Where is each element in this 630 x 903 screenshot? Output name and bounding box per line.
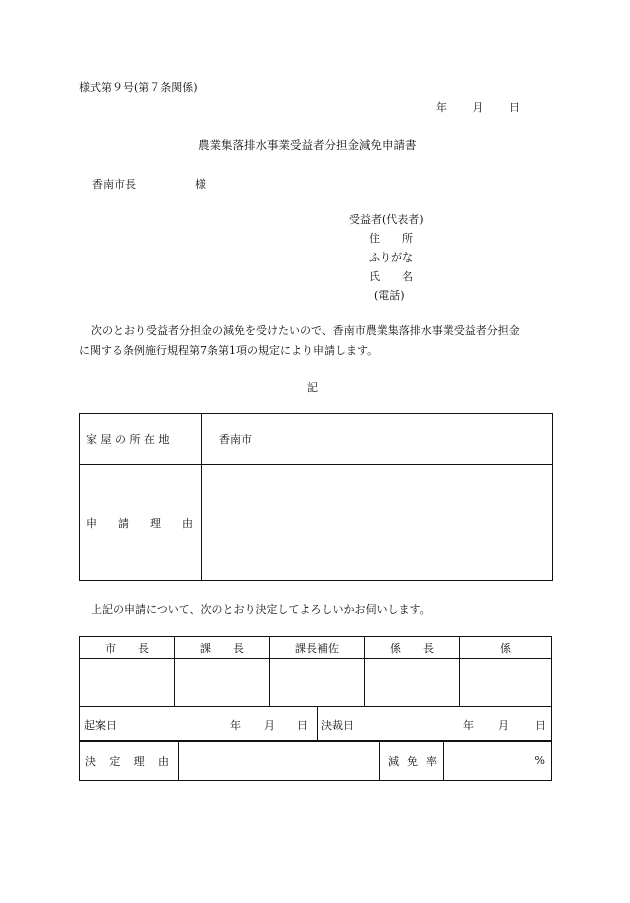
approval-table <box>79 636 552 707</box>
draft-year: 年 <box>230 719 241 732</box>
location-value: 香南市 <box>202 414 553 465</box>
reason-label-cell <box>80 465 202 581</box>
header-section-chief: 課 長 <box>175 637 270 659</box>
rate-label-char: 免 <box>407 754 418 768</box>
decision-reason-label-cell <box>80 741 179 781</box>
seal-cell-mayor[interactable] <box>80 659 175 707</box>
reason-value-field[interactable] <box>202 465 553 581</box>
reason-label-char: 理 <box>150 516 161 530</box>
approval-header-row <box>80 637 552 659</box>
date-year-label: 年 <box>436 101 447 114</box>
location-label: 家 屋 の 所 在 地 <box>80 414 202 465</box>
date-day-label: 日 <box>509 101 520 114</box>
addressee-honorific: 様 <box>195 178 206 191</box>
form-number: 様式第９号(第７条関係) <box>79 81 198 94</box>
decision-row <box>80 741 552 781</box>
decision-reason-label <box>85 753 169 769</box>
reason-label-char: 請 <box>118 516 129 530</box>
rate-label-cell <box>380 741 444 781</box>
approval-request-text: 上記の申請について、次のとおり決定してよろしいかお伺いします。 <box>91 603 431 616</box>
seal-cell-subsection-chief[interactable] <box>365 659 460 707</box>
body-line-1: 次のとおり受益者分担金の減免を受けたいので、香南市農業集落排水事業受益者分担金 <box>91 324 520 337</box>
dates-table <box>79 706 552 742</box>
header-mayor: 市 長 <box>80 637 175 659</box>
rate-label <box>388 753 437 769</box>
seal-cell-section-chief[interactable] <box>175 659 270 707</box>
seal-cell-deputy-chief[interactable] <box>270 659 365 707</box>
seal-cell-staff[interactable] <box>460 659 552 707</box>
decision-date-cell[interactable] <box>318 707 552 742</box>
house-info-table <box>79 413 553 581</box>
seal-row <box>80 659 552 707</box>
applicant-address-label: 住 所 <box>369 232 413 245</box>
ki-heading: 記 <box>307 381 318 394</box>
rate-label-char: 率 <box>426 754 437 768</box>
date-line <box>436 99 520 115</box>
draft-month: 月 <box>264 719 275 732</box>
decision-reason-field[interactable] <box>179 741 380 781</box>
applicant-phone-label: (電話) <box>374 289 405 302</box>
decision-date-label: 決裁日 <box>321 719 354 732</box>
applicant-label: 受益者(代表者) <box>349 213 424 226</box>
decision-reason-char: 由 <box>157 754 169 768</box>
decision-reason-char: 定 <box>109 754 121 768</box>
applicant-furigana-label: ふりがな <box>369 251 413 264</box>
date-month-label: 月 <box>472 101 484 114</box>
rate-label-char: 減 <box>388 754 399 768</box>
decision-reason-char: 決 <box>85 754 96 768</box>
reason-row <box>80 465 553 581</box>
draft-date-label: 起案日 <box>84 719 117 732</box>
decision-table <box>79 740 552 781</box>
header-staff: 係 <box>460 637 552 659</box>
reason-label-char: 申 <box>86 516 97 530</box>
applicant-name-label: 氏 名 <box>369 270 413 283</box>
document-title: 農業集落排水事業受益者分担金減免申請書 <box>198 138 417 152</box>
decision-reason-char: 理 <box>133 754 145 768</box>
decision-day: 日 <box>535 719 546 732</box>
percent-sign: % <box>534 754 545 767</box>
draft-date-cell[interactable] <box>80 707 318 742</box>
addressee-name: 香南市長 <box>92 178 136 191</box>
body-line-2: に関する条例施行規程第7条第1項の規定により申請します。 <box>79 344 379 357</box>
reason-label-char: 由 <box>182 516 193 530</box>
header-subsection-chief: 係 長 <box>365 637 460 659</box>
decision-month: 月 <box>498 719 509 732</box>
header-deputy-chief: 課長補佐 <box>270 637 365 659</box>
rate-value-field[interactable] <box>444 741 552 781</box>
decision-year: 年 <box>463 719 474 732</box>
dates-row <box>80 707 552 742</box>
draft-day: 日 <box>297 719 308 732</box>
location-row <box>80 414 553 465</box>
reason-label <box>86 515 193 531</box>
